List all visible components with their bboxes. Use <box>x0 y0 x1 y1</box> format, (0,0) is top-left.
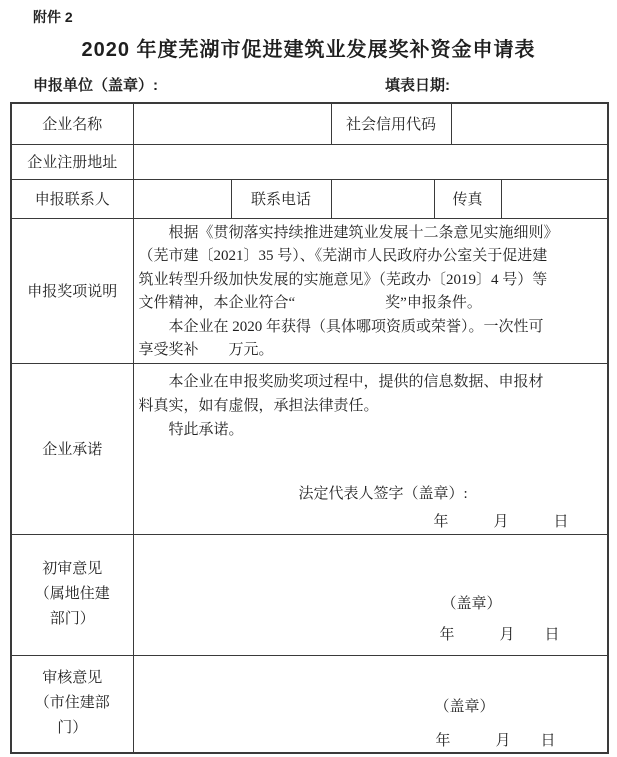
preliminary-review-label <box>11 534 133 655</box>
preliminary-review-label-line: （属地住建 <box>34 586 110 602</box>
contact-label: 申报联系人 <box>11 179 133 218</box>
phone-value-cell <box>331 179 434 218</box>
final-review-label-line: 门） <box>57 720 88 736</box>
commitment-cell <box>133 363 608 534</box>
legal-representative-signature-label: 法定代表人签字（盖章）: <box>298 485 468 502</box>
commitment-text-line: 料真实，如有虚假，承担法律责任。 <box>138 397 379 414</box>
application-table <box>10 102 609 754</box>
row-address <box>11 144 608 179</box>
address-label: 企业注册地址 <box>11 144 133 179</box>
final-date-line: 年 月 日 <box>435 732 556 749</box>
credit-code-label: 社会信用代码 <box>331 103 451 144</box>
fill-date-label: 填表日期: <box>385 77 450 94</box>
preliminary-date-line: 年 月 日 <box>439 627 560 643</box>
award-text-line: （芜市建〔2021〕35 号）、《芜湖市人民政府办公室关于促进建 <box>138 248 548 264</box>
final-review-label-line: （市住建部 <box>34 695 110 711</box>
final-review-label-line: 审核意见 <box>42 670 103 686</box>
phone-label: 联系电话 <box>231 179 331 218</box>
award-description-cell <box>133 218 608 363</box>
row-preliminary-review <box>11 534 608 655</box>
award-text-line: 本企业在 2020 年获得（具体哪项资质或荣誉）。一次性可 <box>138 318 544 335</box>
preliminary-seal-label: （盖章） <box>441 596 502 612</box>
commitment-date-line: 年 月 日 <box>433 513 569 530</box>
fax-value-cell <box>501 179 608 218</box>
company-name-label: 企业名称 <box>11 103 133 144</box>
award-text-line: 筑业转型升级加快发展的实施意见》（芜政办〔2019〕4 号）等 <box>138 271 548 288</box>
award-text-line: 根据《贯彻落实持续推进建筑业发展十二条意见实施细则》 <box>138 224 559 241</box>
preliminary-review-label-line: 部门） <box>49 611 95 627</box>
commitment-text-line: 特此承诺。 <box>138 421 244 438</box>
award-description-label: 申报奖项说明 <box>11 218 133 363</box>
preliminary-review-label-line: 初审意见 <box>42 561 103 577</box>
row-final-review <box>11 655 608 753</box>
fax-label: 传真 <box>434 179 501 218</box>
company-name-value-cell <box>133 103 331 144</box>
form-title: 2020 年度芜湖市促进建筑业发展奖补资金申请表 <box>81 39 536 61</box>
commitment-label: 企业承诺 <box>11 363 133 534</box>
award-text-line: 享受奖补 万元。 <box>138 342 274 358</box>
attachment-label: 附件 2 <box>33 9 73 25</box>
row-contact <box>11 179 608 218</box>
address-value-cell <box>133 144 608 179</box>
final-review-cell <box>133 655 608 753</box>
commitment-text-line: 本企业在申报奖励奖项过程中，提供的信息数据、申报材 <box>138 373 544 390</box>
award-description-text <box>134 219 608 363</box>
award-text-line: 文件精神，本企业符合“ 奖”申报条件。 <box>138 295 482 311</box>
preliminary-review-cell <box>133 534 608 655</box>
row-award-description <box>11 218 608 363</box>
final-review-label <box>11 655 133 753</box>
row-company-name <box>11 103 608 144</box>
final-seal-label: （盖章） <box>434 698 495 715</box>
credit-code-value-cell <box>451 103 608 144</box>
row-commitment <box>11 363 608 534</box>
commitment-text <box>134 364 608 442</box>
contact-value-cell <box>133 179 231 218</box>
applicant-unit-label: 申报单位（盖章）: <box>33 77 158 94</box>
